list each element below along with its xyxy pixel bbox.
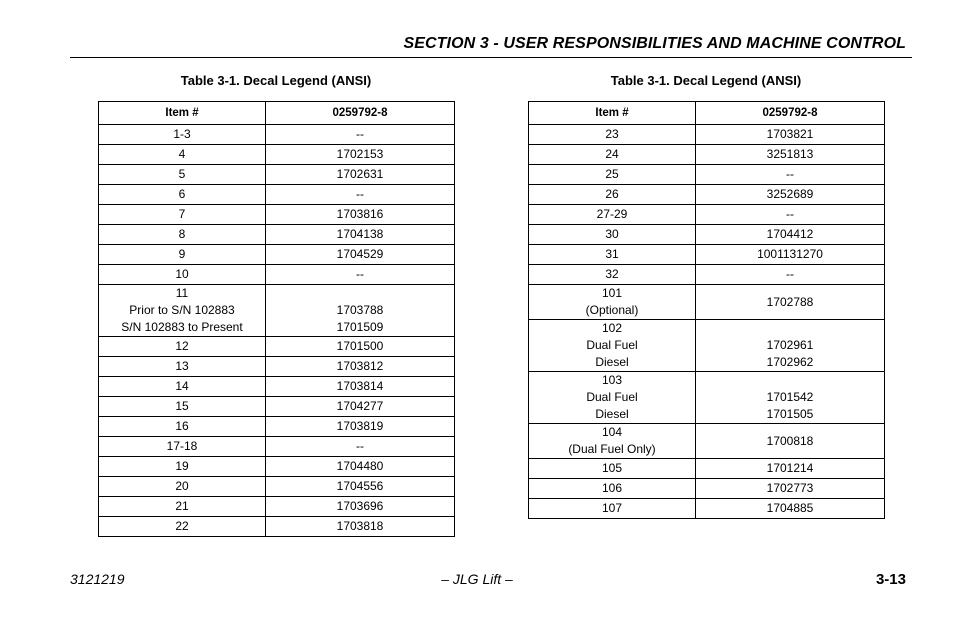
cell-part-number: 1702788 <box>696 285 885 320</box>
cell-item-number: 101 (Optional) <box>529 285 696 320</box>
table-row <box>529 185 885 205</box>
cell-part-number: -- <box>696 265 885 285</box>
footer-doc-number: 3121219 <box>70 571 125 587</box>
cell-item-number: 11 Prior to S/N 102883 S/N 102883 to Present <box>99 285 266 337</box>
cell-item-number: 13 <box>99 357 266 377</box>
cell-item-number: 104 (Dual Fuel Only) <box>529 424 696 459</box>
cell-item-number: 14 <box>99 377 266 397</box>
cell-part-number: 1703818 <box>266 517 455 537</box>
table-row <box>529 320 885 372</box>
table-row <box>99 145 455 165</box>
footer-page-number: 3-13 <box>875 571 906 588</box>
table-row <box>529 499 885 519</box>
cell-part-number: 1702773 <box>696 479 885 499</box>
cell-part-number: -- <box>266 125 455 145</box>
cell-part-number: 3251813 <box>696 145 885 165</box>
cell-item-number: 15 <box>99 397 266 417</box>
cell-part-number: 1704277 <box>266 397 455 417</box>
cell-part-number: 1701500 <box>266 337 455 357</box>
cell-part-number: -- <box>696 165 885 185</box>
table-row <box>529 125 885 145</box>
decal-legend-table-right <box>528 101 885 519</box>
cell-part-number: 1704885 <box>696 499 885 519</box>
cell-part-number: 1703696 <box>266 497 455 517</box>
column-header-item: Item # <box>99 102 266 125</box>
table-header-row <box>529 102 885 125</box>
table-row <box>99 265 455 285</box>
cell-item-number: 103 Dual Fuel Diesel <box>529 372 696 424</box>
cell-item-number: 12 <box>99 337 266 357</box>
cell-item-number: 21 <box>99 497 266 517</box>
table-row <box>99 477 455 497</box>
cell-item-number: 23 <box>529 125 696 145</box>
table-row <box>99 377 455 397</box>
page-header <box>70 33 912 58</box>
table-row <box>529 165 885 185</box>
cell-item-number: 27-29 <box>529 205 696 225</box>
table-row <box>99 125 455 145</box>
cell-part-number: 1701542 1701505 <box>696 372 885 424</box>
cell-item-number: 25 <box>529 165 696 185</box>
table-caption-right: Table 3-1. Decal Legend (ANSI) <box>610 73 802 88</box>
table-row <box>99 245 455 265</box>
table-row <box>99 397 455 417</box>
cell-item-number: 19 <box>99 457 266 477</box>
cell-item-number: 106 <box>529 479 696 499</box>
table-row <box>529 479 885 499</box>
cell-part-number: 1703816 <box>266 205 455 225</box>
decal-legend-table-left <box>98 101 455 537</box>
table-row <box>529 285 885 320</box>
cell-part-number: 1702961 1702962 <box>696 320 885 372</box>
cell-item-number: 7 <box>99 205 266 225</box>
cell-item-number: 107 <box>529 499 696 519</box>
cell-part-number: 1700818 <box>696 424 885 459</box>
cell-item-number: 105 <box>529 459 696 479</box>
cell-part-number: 1702631 <box>266 165 455 185</box>
column-header-part: 0259792-8 <box>696 102 885 125</box>
table-row <box>99 225 455 245</box>
table-row <box>99 517 455 537</box>
cell-part-number: 1703819 <box>266 417 455 437</box>
cell-item-number: 102 Dual Fuel Diesel <box>529 320 696 372</box>
table-row <box>99 337 455 357</box>
cell-item-number: 30 <box>529 225 696 245</box>
cell-part-number: 1703814 <box>266 377 455 397</box>
cell-part-number: 1702153 <box>266 145 455 165</box>
table-row <box>99 417 455 437</box>
cell-part-number: 1704138 <box>266 225 455 245</box>
cell-item-number: 16 <box>99 417 266 437</box>
table-row <box>529 145 885 165</box>
cell-part-number: 1704480 <box>266 457 455 477</box>
cell-item-number: 20 <box>99 477 266 497</box>
table-row <box>529 205 885 225</box>
table-header-row <box>99 102 455 125</box>
cell-part-number: 1703788 1701509 <box>266 285 455 337</box>
table-row <box>99 205 455 225</box>
table-row <box>99 357 455 377</box>
table-row <box>99 437 455 457</box>
cell-part-number: -- <box>266 437 455 457</box>
footer-brand: – JLG Lift – <box>441 571 513 587</box>
column-header-item: Item # <box>529 102 696 125</box>
cell-item-number: 26 <box>529 185 696 205</box>
cell-part-number: 1704529 <box>266 245 455 265</box>
cell-item-number: 10 <box>99 265 266 285</box>
cell-item-number: 6 <box>99 185 266 205</box>
cell-item-number: 8 <box>99 225 266 245</box>
table-row <box>529 459 885 479</box>
cell-part-number: -- <box>266 185 455 205</box>
cell-item-number: 32 <box>529 265 696 285</box>
section-title: SECTION 3 - USER RESPONSIBILITIES AND MACHINE CONTROL <box>403 35 906 52</box>
cell-part-number: 3252689 <box>696 185 885 205</box>
cell-part-number: -- <box>696 205 885 225</box>
table-row <box>99 185 455 205</box>
table-row <box>99 165 455 185</box>
column-header-part: 0259792-8 <box>266 102 455 125</box>
cell-part-number: 1703812 <box>266 357 455 377</box>
cell-part-number: -- <box>266 265 455 285</box>
table-row <box>529 245 885 265</box>
table-row <box>99 285 455 337</box>
cell-part-number: 1703821 <box>696 125 885 145</box>
cell-item-number: 5 <box>99 165 266 185</box>
cell-item-number: 9 <box>99 245 266 265</box>
table-row <box>99 457 455 477</box>
table-row <box>529 225 885 245</box>
cell-item-number: 1-3 <box>99 125 266 145</box>
table-row <box>529 265 885 285</box>
cell-item-number: 4 <box>99 145 266 165</box>
cell-item-number: 24 <box>529 145 696 165</box>
cell-part-number: 1704412 <box>696 225 885 245</box>
cell-item-number: 31 <box>529 245 696 265</box>
table-row <box>99 497 455 517</box>
table-row <box>529 372 885 424</box>
cell-item-number: 22 <box>99 517 266 537</box>
cell-part-number: 1701214 <box>696 459 885 479</box>
cell-item-number: 17-18 <box>99 437 266 457</box>
cell-part-number: 1704556 <box>266 477 455 497</box>
table-row <box>529 424 885 459</box>
cell-part-number: 1001131270 <box>696 245 885 265</box>
table-caption-left: Table 3-1. Decal Legend (ANSI) <box>180 73 372 88</box>
